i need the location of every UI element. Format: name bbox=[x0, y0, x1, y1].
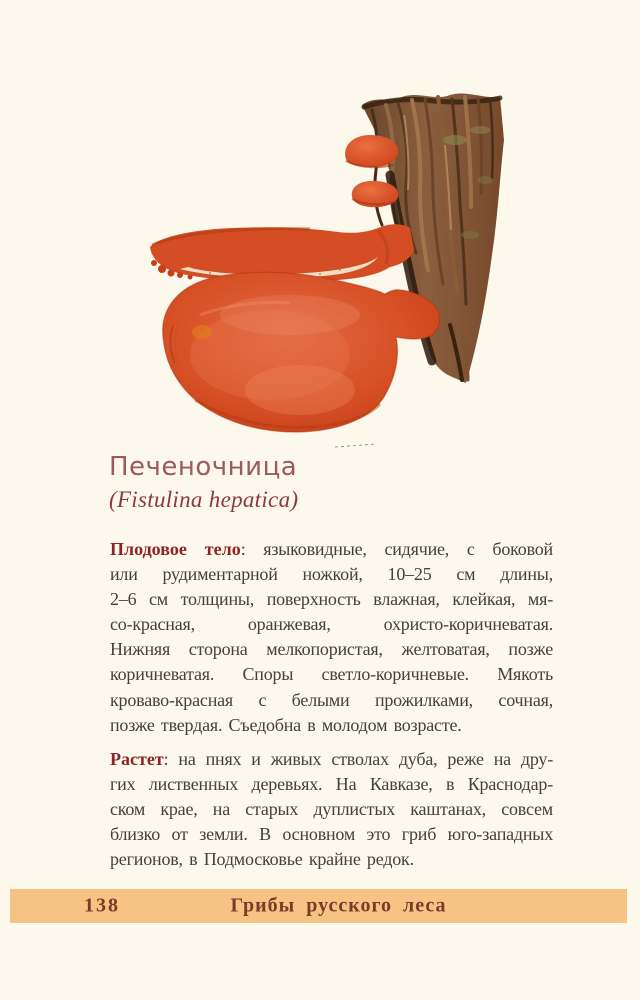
mushroom-illustration bbox=[140, 85, 520, 455]
lead-word: Плодовое тело bbox=[110, 539, 241, 559]
page-number: 138 bbox=[84, 894, 120, 917]
paragraph-fruiting-body bbox=[110, 537, 553, 738]
text-line: 2–6 см толщины, поверхность влажная, клейкая, мя- bbox=[110, 589, 553, 610]
text-line: регионов, в Подмосковье крайне редок. bbox=[110, 849, 414, 870]
text-line: или рудиментарной ножкой, 10–25 см длины, bbox=[110, 564, 553, 585]
text-line: Нижняя сторона мелкопористая, желтоватая, позже bbox=[110, 639, 553, 660]
book-title: Грибы русского леса bbox=[230, 894, 447, 917]
paragraph-habitat bbox=[110, 747, 553, 872]
description-text bbox=[110, 537, 553, 872]
text-line bbox=[110, 747, 553, 772]
footer-band bbox=[10, 889, 627, 923]
text-line: позже твердая. Съедобна в молодом возрасте. bbox=[110, 714, 462, 735]
title-block bbox=[109, 452, 559, 513]
text-line bbox=[110, 537, 553, 562]
line-text: : на пнях и живых стволах дуба, реже на дру- bbox=[163, 748, 553, 769]
cap-orange-spot bbox=[192, 325, 212, 339]
species-latin-name: (Fistulina hepatica) bbox=[109, 487, 299, 512]
lead-word: Растет bbox=[110, 748, 164, 769]
beefsteak-cap-lower bbox=[163, 272, 440, 447]
text-line: гих лиственных деревьях. На Кавказе, в Краснодар- bbox=[110, 773, 553, 794]
line-text: : языковидные, сидячие, с боковой bbox=[240, 539, 553, 559]
text-line: кроваво-красная с белыми прожилками, сочная, bbox=[110, 689, 553, 710]
species-title: Печеночница bbox=[109, 452, 298, 482]
ground-dash-mark bbox=[335, 444, 377, 447]
text-line: коричневатая. Споры светло-коричневые. Мякоть bbox=[110, 664, 553, 685]
text-line: ском крае, на старых дуплистых каштанах, совсем bbox=[110, 798, 553, 819]
text-line: близко от земли. В основном это гриб юго-западных bbox=[110, 824, 553, 845]
text-line: со-красная, оранжевая, охристо-коричневатая. bbox=[110, 614, 553, 635]
